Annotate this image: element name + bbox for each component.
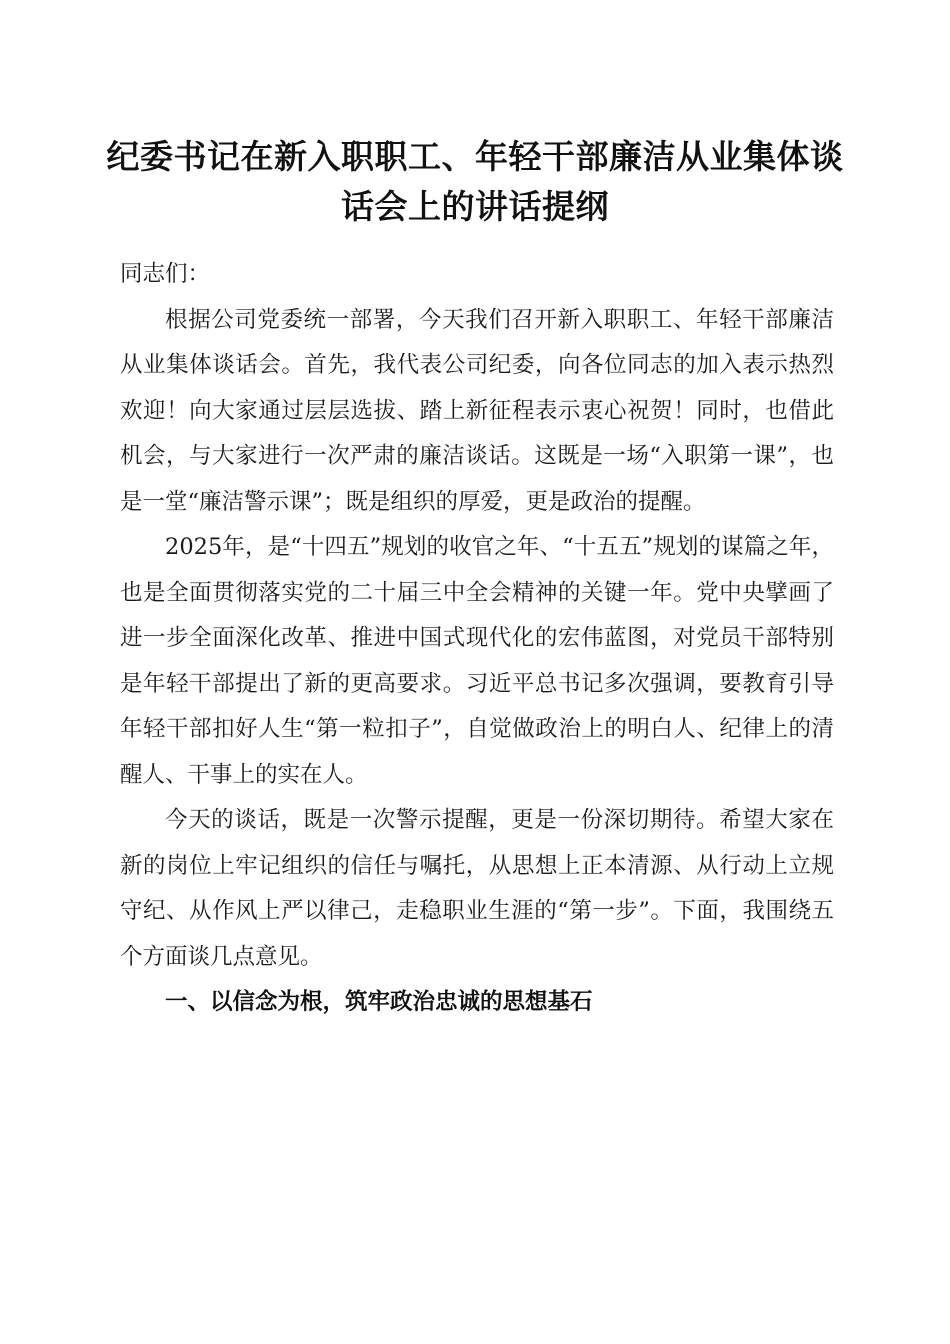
document-body <box>120 252 834 1026</box>
paragraph-context: 2025年，是“十四五”规划的收官之年、“十五五”规划的谋篇之年，也是全面贯彻落实党的二十届三中全会精神的关键一年。党中央擘画了进一步全面深化改革、推进中国式现代化的宏伟蓝图，对党员干部特别是年轻干部提出了新的更高要求。习近平总书记多次强调，要教育引导年轻干部扣好人生“第一粒扣子”，自觉做政治上的明白人、纪律上的清醒人、干事上的实在人。 <box>120 534 834 788</box>
paragraph-opening: 根据公司党委统一部署，今天我们召开新入职职工、年轻干部廉洁从业集体谈话会。首先，我代表公司纪委，向各位同志的加入表示热烈欢迎！向大家通过层层选拔、踏上新征程表示衷心祝贺！同时，也借此机会，与大家进行一次严肃的廉洁谈话。这既是一场“入职第一课”，也是一堂“廉洁警示课”；既是组织的厚爱，更是政治的提醒。 <box>120 306 834 515</box>
paragraph-expectation: 今天的谈话，既是一次警示提醒，更是一份深切期待。希望大家在新的岗位上牢记组织的信任与嘱托，从思想上正本清源、从行动上立规守纪、从作风上严以律己，走稳职业生涯的“第一步”。下面，我围绕五个方面谈几点意见。 <box>120 807 834 970</box>
section-heading-1: 一、以信念为根，筑牢政治忠诚的思想基石 <box>165 989 593 1015</box>
document-title: 纪委书记在新入职职工、年轻干部廉洁从业集体谈话会上的讲话提纲 <box>106 137 844 226</box>
salutation: 同志们： <box>120 261 211 287</box>
